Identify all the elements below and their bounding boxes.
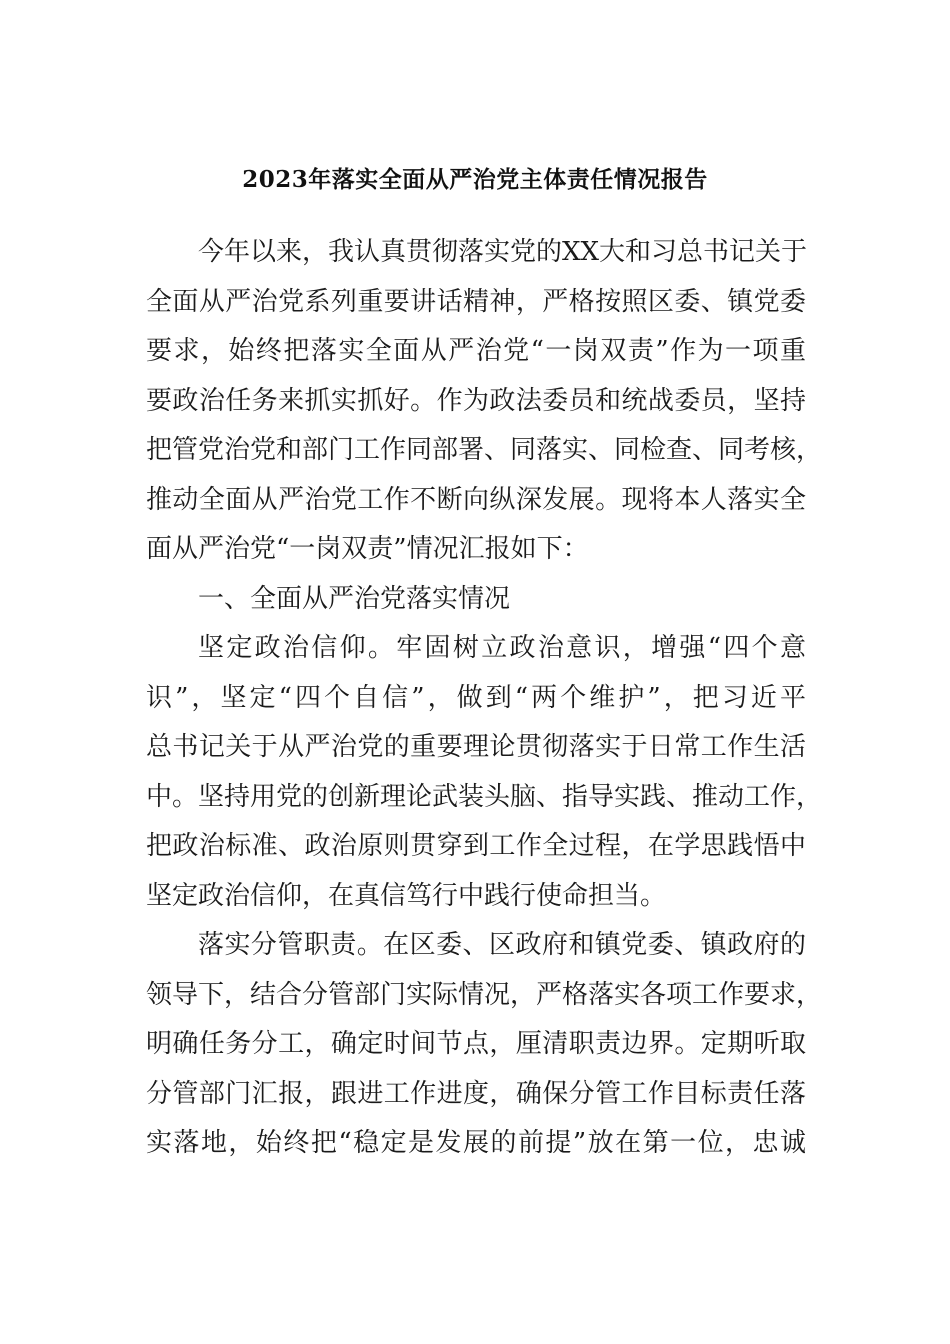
paragraph-line: 推动全面从严治党工作不断向纵深发展。现将本人落实全 — [146, 484, 806, 515]
paragraph-line: 今年以来，我认真贯彻落实党的XX大和习总书记关于 — [198, 237, 808, 267]
paragraph-line: 把管党治党和部门工作同部署、同落实、同检查、同考核， — [146, 435, 823, 465]
paragraph-line: 面从严治党“一岗双责”情况汇报如下： — [146, 534, 589, 564]
paragraph-line: 坚定政治信仰，在真信笃行中践行使命担当。 — [146, 880, 667, 911]
paragraph-line: 要政治任务来抓实抓好。作为政法委员和统战委员，坚持 — [146, 385, 806, 416]
paragraph-line: 中。坚持用党的创新理论武装头脑、指导实践、推动工作， — [146, 781, 823, 812]
paragraph-line: 分管部门汇报，跟进工作进度，确保分管工作目标责任落 — [146, 1078, 806, 1109]
paragraph-line: 总书记关于从严治党的重要理论贯彻落实于日常工作生活 — [146, 732, 806, 762]
paragraph-line: 全面从严治党系列重要讲话精神，严格按照区委、镇党委 — [146, 286, 806, 317]
paragraph-line: 把政治标准、政治原则贯穿到工作全过程，在学思践悟中 — [146, 831, 806, 861]
paragraph-line: 明确任务分工，确定时间节点，厘清职责边界。定期听取 — [146, 1029, 806, 1059]
document-title: 2023年落实全面从严治党主体责任情况报告 — [242, 166, 708, 193]
paragraph-line: 要求，始终把落实全面从严治党“一岗双责”作为一项重 — [146, 336, 806, 366]
paragraph-line: 识”，坚定“四个自信”，做到“两个维护”，把习近平 — [146, 682, 806, 713]
paragraph-line: 实落地，始终把“稳定是发展的前提”放在第一位，忠诚 — [146, 1128, 806, 1158]
paragraph-line: 落实分管职责。在区委、区政府和镇党委、镇政府的 — [198, 930, 806, 960]
document-body — [146, 228, 823, 1169]
paragraph-line: 领导下，结合分管部门实际情况，严格落实各项工作要求， — [146, 979, 823, 1010]
paragraph-line: 坚定政治信仰。牢固树立政治意识，增强“四个意 — [198, 633, 806, 663]
section-heading: 一、全面从严治党落实情况 — [198, 583, 511, 614]
